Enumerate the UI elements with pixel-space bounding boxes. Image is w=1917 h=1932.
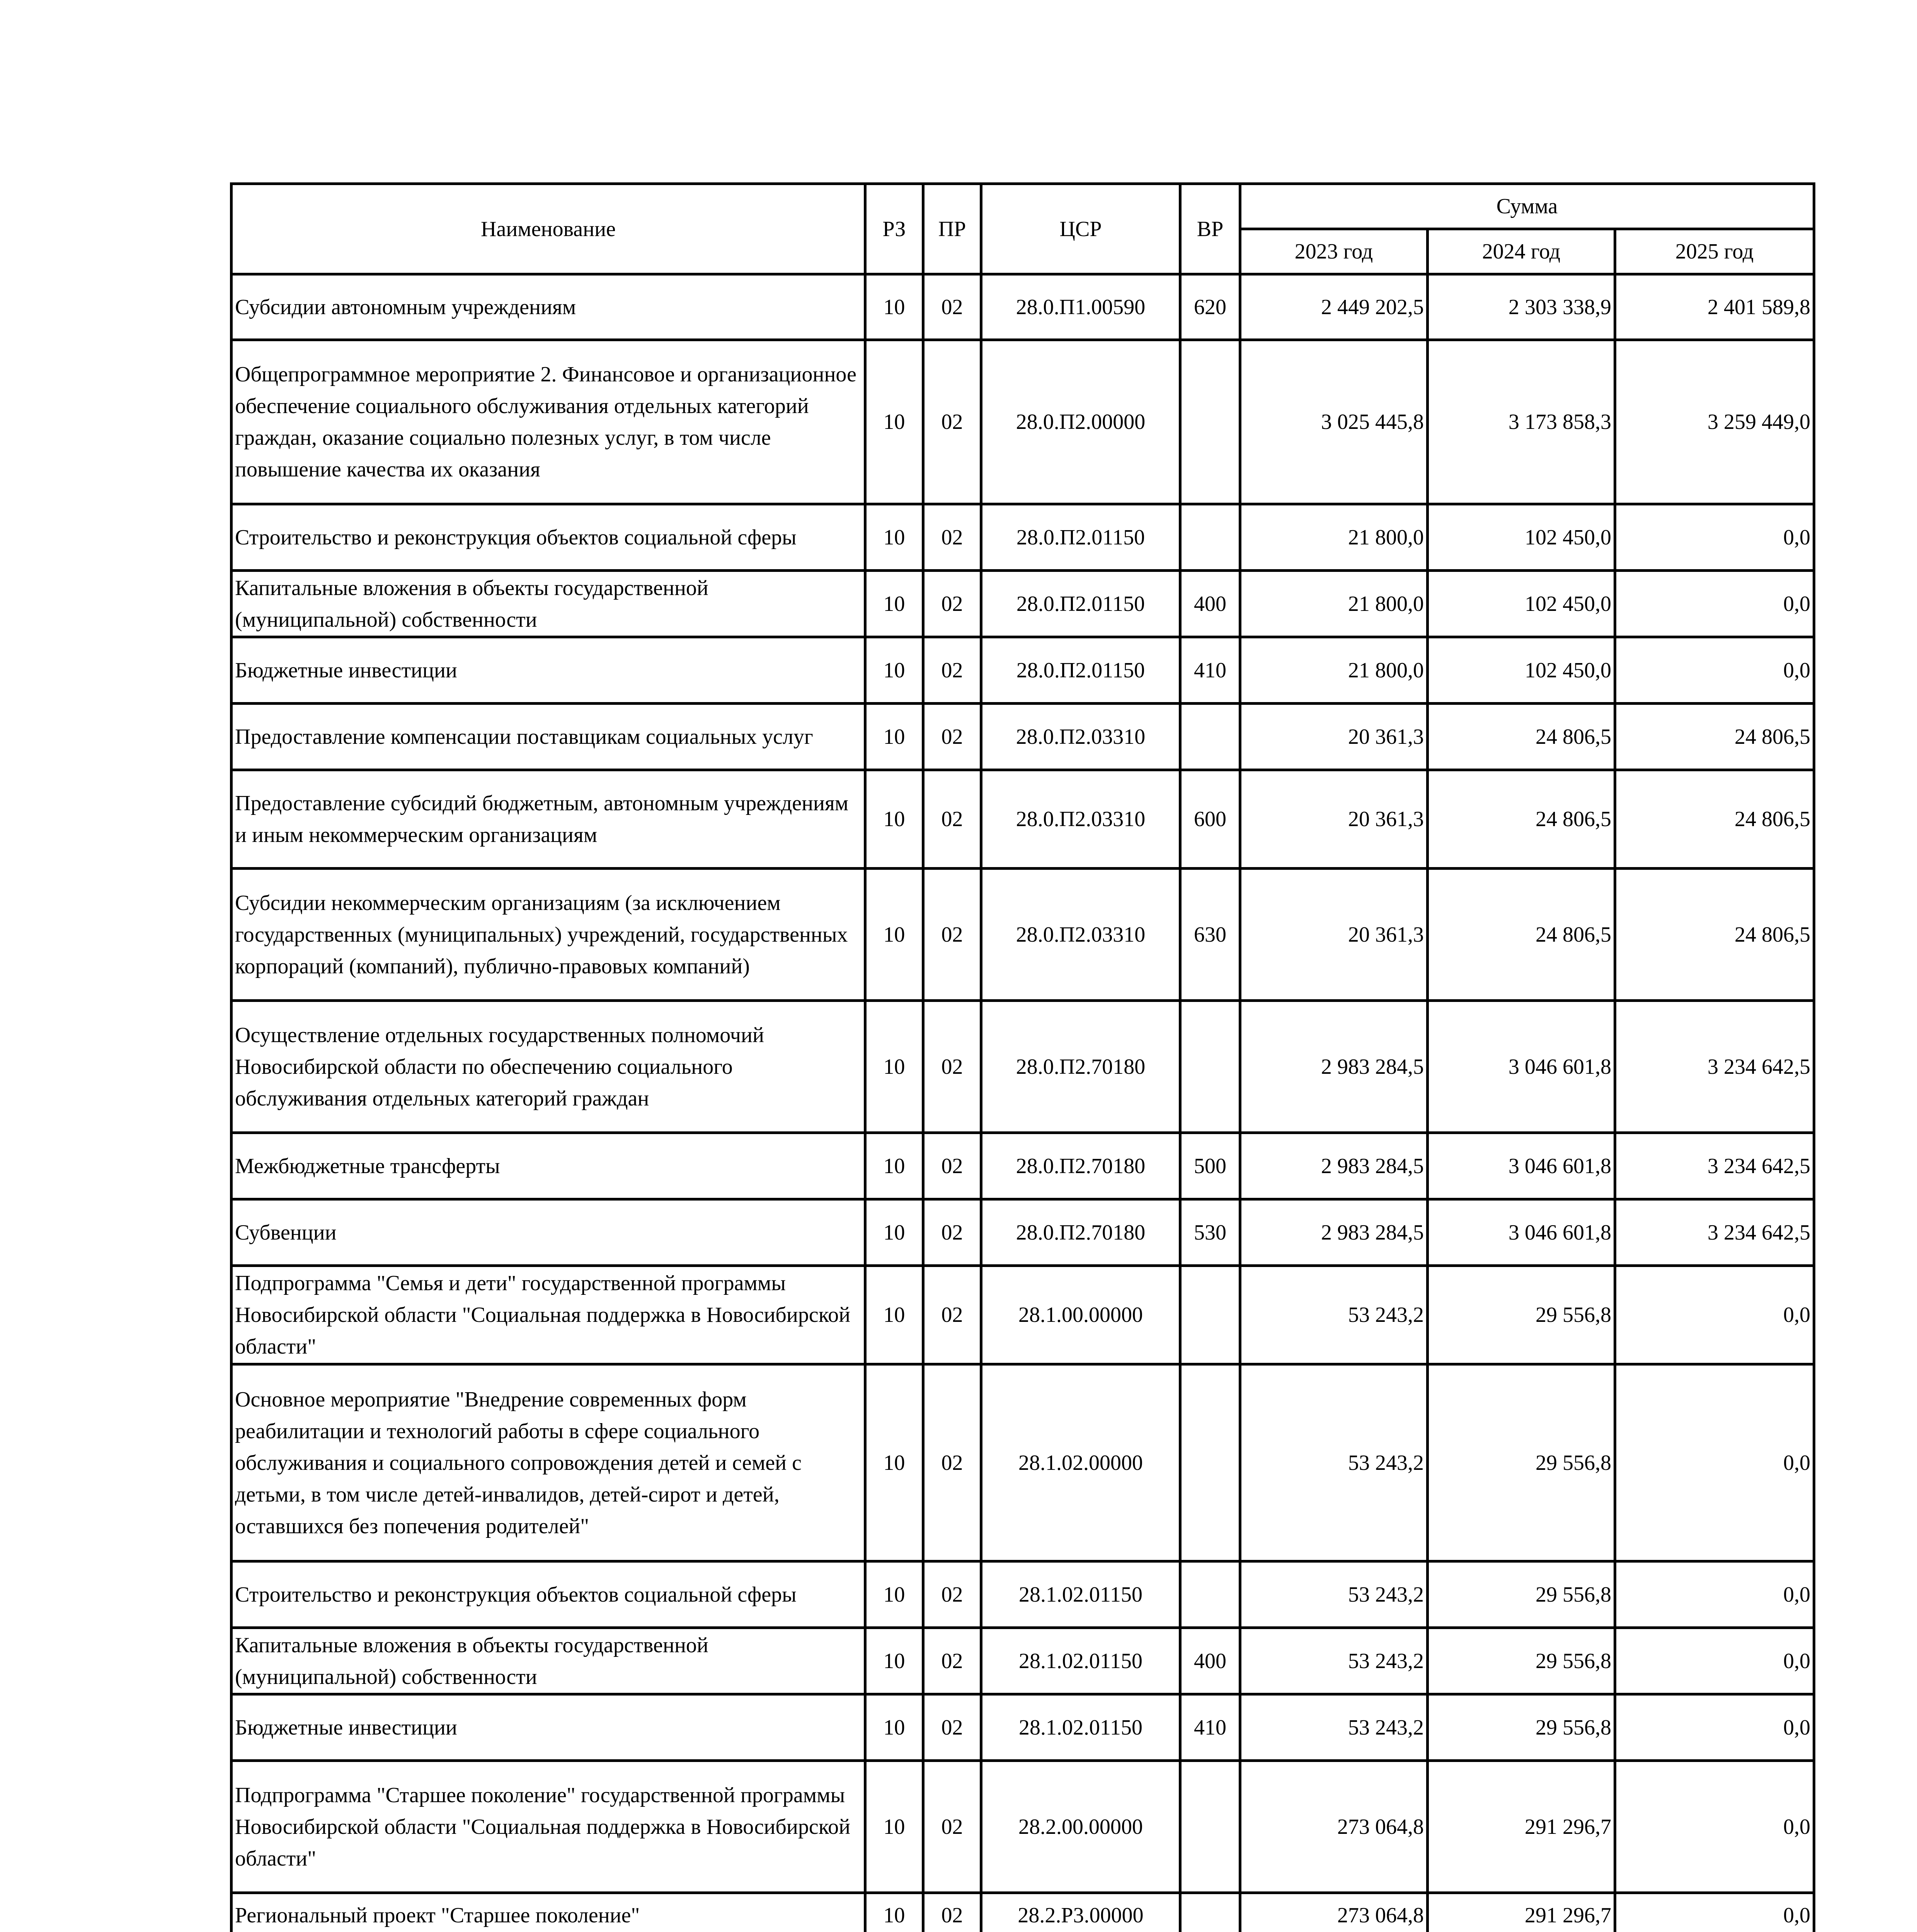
row-2025: 24 806,5 (1615, 869, 1814, 1001)
row-vr (1180, 1001, 1240, 1133)
row-name: Субсидии некоммерческим организациям (за исключением государственных (муниципальных) учреждений, государственных корпораций (компаний), публично-правовых компаний) (232, 869, 865, 1001)
row-pr: 02 (923, 1364, 981, 1561)
table-row (232, 340, 1814, 504)
row-pr: 02 (923, 1694, 981, 1761)
table-row (232, 1694, 1814, 1761)
row-csr: 28.1.00.00000 (981, 1266, 1180, 1364)
table-row (232, 274, 1814, 340)
row-name: Капитальные вложения в объекты государственной (муниципальной) собственности (232, 1628, 865, 1694)
row-2024: 29 556,8 (1428, 1364, 1615, 1561)
row-pr: 02 (923, 1001, 981, 1133)
row-2024: 291 296,7 (1428, 1893, 1615, 1932)
row-csr: 28.1.02.01150 (981, 1694, 1180, 1761)
row-2024: 291 296,7 (1428, 1761, 1615, 1893)
row-name: Подпрограмма "Старшее поколение" государственной программы Новосибирской области "Социальная поддержка в Новосибирской области" (232, 1761, 865, 1893)
row-2025: 0,0 (1615, 1628, 1814, 1694)
row-2023: 20 361,3 (1240, 869, 1428, 1001)
row-vr: 600 (1180, 770, 1240, 869)
row-2023: 53 243,2 (1240, 1628, 1428, 1694)
table-row (232, 1266, 1814, 1364)
row-rz: 10 (865, 1561, 923, 1628)
table-row (232, 1364, 1814, 1561)
table-row (232, 1199, 1814, 1266)
row-vr: 410 (1180, 1694, 1240, 1761)
table-row (232, 869, 1814, 1001)
row-2024: 3 046 601,8 (1428, 1133, 1615, 1199)
row-2023: 21 800,0 (1240, 504, 1428, 571)
row-rz: 10 (865, 1694, 923, 1761)
row-pr: 02 (923, 571, 981, 637)
row-name: Общепрограммное мероприятие 2. Финансовое и организационное обеспечение социального обслуживания отдельных категорий граждан, оказание социально полезных услуг, в том числе повышение качества их оказания (232, 340, 865, 504)
row-2024: 29 556,8 (1428, 1561, 1615, 1628)
row-2024: 102 450,0 (1428, 571, 1615, 637)
row-2025: 3 234 642,5 (1615, 1133, 1814, 1199)
row-name: Подпрограмма "Семья и дети" государственной программы Новосибирской области "Социальная поддержка в Новосибирской области" (232, 1266, 865, 1364)
row-pr: 02 (923, 1893, 981, 1932)
row-name: Бюджетные инвестиции (232, 1694, 865, 1761)
row-2025: 24 806,5 (1615, 770, 1814, 869)
row-2024: 24 806,5 (1428, 869, 1615, 1001)
table-row (232, 637, 1814, 704)
row-csr: 28.0.П2.00000 (981, 340, 1180, 504)
row-2023: 20 361,3 (1240, 770, 1428, 869)
row-vr: 400 (1180, 571, 1240, 637)
row-name: Строительство и реконструкция объектов социальной сферы (232, 1561, 865, 1628)
row-2024: 24 806,5 (1428, 770, 1615, 869)
row-csr: 28.0.П2.01150 (981, 504, 1180, 571)
row-name: Субвенции (232, 1199, 865, 1266)
row-vr (1180, 1561, 1240, 1628)
row-pr: 02 (923, 770, 981, 869)
row-vr: 500 (1180, 1133, 1240, 1199)
row-2025: 0,0 (1615, 1364, 1814, 1561)
row-2023: 273 064,8 (1240, 1893, 1428, 1932)
row-vr (1180, 1364, 1240, 1561)
row-rz: 10 (865, 1133, 923, 1199)
row-name: Строительство и реконструкция объектов социальной сферы (232, 504, 865, 571)
header-2023: 2023 год (1240, 229, 1428, 274)
row-rz: 10 (865, 571, 923, 637)
row-rz: 10 (865, 704, 923, 770)
row-name: Капитальные вложения в объекты государственной (муниципальной) собственности (232, 571, 865, 637)
row-2023: 53 243,2 (1240, 1694, 1428, 1761)
row-name: Межбюджетные трансферты (232, 1133, 865, 1199)
row-csr: 28.0.П2.70180 (981, 1133, 1180, 1199)
row-name: Осуществление отдельных государственных полномочий Новосибирской области по обеспечению социального обслуживания отдельных категорий граждан (232, 1001, 865, 1133)
row-2023: 21 800,0 (1240, 571, 1428, 637)
row-rz: 10 (865, 1266, 923, 1364)
row-vr: 620 (1180, 274, 1240, 340)
row-csr: 28.0.П2.03310 (981, 770, 1180, 869)
table-row (232, 704, 1814, 770)
row-name: Предоставление субсидий бюджетным, автономным учреждениям и иным некоммерческим организациям (232, 770, 865, 869)
header-vr: ВР (1180, 184, 1240, 274)
row-csr: 28.0.П2.03310 (981, 869, 1180, 1001)
header-pr: ПР (923, 184, 981, 274)
row-2025: 0,0 (1615, 1893, 1814, 1932)
row-pr: 02 (923, 1133, 981, 1199)
row-2025: 0,0 (1615, 504, 1814, 571)
table-body (232, 274, 1814, 1932)
row-csr: 28.1.02.01150 (981, 1628, 1180, 1694)
row-2023: 3 025 445,8 (1240, 340, 1428, 504)
row-2023: 53 243,2 (1240, 1266, 1428, 1364)
header-2024: 2024 год (1428, 229, 1615, 274)
table-row (232, 1761, 1814, 1893)
row-rz: 10 (865, 637, 923, 704)
row-csr: 28.1.02.01150 (981, 1561, 1180, 1628)
table-row (232, 770, 1814, 869)
row-2024: 29 556,8 (1428, 1628, 1615, 1694)
row-2024: 3 046 601,8 (1428, 1001, 1615, 1133)
table-row (232, 1628, 1814, 1694)
row-vr (1180, 704, 1240, 770)
row-pr: 02 (923, 1199, 981, 1266)
row-csr: 28.2.00.00000 (981, 1761, 1180, 1893)
table-row (232, 1561, 1814, 1628)
row-name: Субсидии автономным учреждениям (232, 274, 865, 340)
row-2025: 0,0 (1615, 1266, 1814, 1364)
row-csr: 28.0.П2.01150 (981, 637, 1180, 704)
table-row (232, 571, 1814, 637)
row-2025: 24 806,5 (1615, 704, 1814, 770)
table-header (232, 184, 1814, 274)
row-2024: 102 450,0 (1428, 504, 1615, 571)
row-2025: 0,0 (1615, 1561, 1814, 1628)
row-pr: 02 (923, 1761, 981, 1893)
row-rz: 10 (865, 1761, 923, 1893)
row-vr: 410 (1180, 637, 1240, 704)
row-rz: 10 (865, 504, 923, 571)
row-rz: 10 (865, 1364, 923, 1561)
row-2023: 2 983 284,5 (1240, 1001, 1428, 1133)
row-2024: 29 556,8 (1428, 1266, 1615, 1364)
row-2024: 3 046 601,8 (1428, 1199, 1615, 1266)
table-row (232, 1893, 1814, 1932)
header-2025: 2025 год (1615, 229, 1814, 274)
row-2023: 2 983 284,5 (1240, 1133, 1428, 1199)
row-vr: 400 (1180, 1628, 1240, 1694)
row-rz: 10 (865, 1628, 923, 1694)
row-rz: 10 (865, 869, 923, 1001)
row-2025: 3 259 449,0 (1615, 340, 1814, 504)
row-csr: 28.0.П2.03310 (981, 704, 1180, 770)
row-pr: 02 (923, 637, 981, 704)
row-name: Бюджетные инвестиции (232, 637, 865, 704)
row-rz: 10 (865, 1893, 923, 1932)
row-csr: 28.2.Р3.00000 (981, 1893, 1180, 1932)
row-vr: 530 (1180, 1199, 1240, 1266)
row-rz: 10 (865, 1001, 923, 1133)
row-vr (1180, 340, 1240, 504)
row-rz: 10 (865, 1199, 923, 1266)
row-pr: 02 (923, 1561, 981, 1628)
row-pr: 02 (923, 340, 981, 504)
row-pr: 02 (923, 1628, 981, 1694)
row-2023: 53 243,2 (1240, 1364, 1428, 1561)
row-2023: 2 983 284,5 (1240, 1199, 1428, 1266)
row-vr (1180, 1893, 1240, 1932)
row-pr: 02 (923, 704, 981, 770)
header-csr: ЦСР (981, 184, 1180, 274)
table-row (232, 504, 1814, 571)
row-2023: 21 800,0 (1240, 637, 1428, 704)
row-2024: 3 173 858,3 (1428, 340, 1615, 504)
row-csr: 28.0.П2.01150 (981, 571, 1180, 637)
row-2025: 2 401 589,8 (1615, 274, 1814, 340)
row-rz: 10 (865, 340, 923, 504)
header-name: Наименование (232, 184, 865, 274)
row-rz: 10 (865, 770, 923, 869)
row-vr (1180, 1761, 1240, 1893)
row-2025: 3 234 642,5 (1615, 1199, 1814, 1266)
row-2023: 2 449 202,5 (1240, 274, 1428, 340)
row-vr (1180, 504, 1240, 571)
row-2024: 29 556,8 (1428, 1694, 1615, 1761)
row-2025: 0,0 (1615, 571, 1814, 637)
table-row (232, 1133, 1814, 1199)
row-2023: 273 064,8 (1240, 1761, 1428, 1893)
header-sum: Сумма (1240, 184, 1814, 229)
row-2025: 0,0 (1615, 637, 1814, 704)
row-vr (1180, 1266, 1240, 1364)
row-csr: 28.0.П1.00590 (981, 274, 1180, 340)
row-2025: 3 234 642,5 (1615, 1001, 1814, 1133)
row-2023: 53 243,2 (1240, 1561, 1428, 1628)
row-pr: 02 (923, 504, 981, 571)
row-2025: 0,0 (1615, 1761, 1814, 1893)
row-csr: 28.0.П2.70180 (981, 1001, 1180, 1133)
table-row (232, 1001, 1814, 1133)
budget-table (230, 182, 1815, 1932)
row-2023: 20 361,3 (1240, 704, 1428, 770)
row-name: Основное мероприятие "Внедрение современных форм реабилитации и технологий работы в сфере социального обслуживания и социального сопровождения детей и семей с детьми, в том числе детей-инвалидов, детей-сирот и детей, оставшихся без попечения родителей" (232, 1364, 865, 1561)
row-name: Предоставление компенсации поставщикам социальных услуг (232, 704, 865, 770)
header-rz: РЗ (865, 184, 923, 274)
row-name: Региональный проект "Старшее поколение" (232, 1893, 865, 1932)
row-csr: 28.1.02.00000 (981, 1364, 1180, 1561)
row-2024: 24 806,5 (1428, 704, 1615, 770)
row-vr: 630 (1180, 869, 1240, 1001)
row-pr: 02 (923, 274, 981, 340)
row-2025: 0,0 (1615, 1694, 1814, 1761)
row-csr: 28.0.П2.70180 (981, 1199, 1180, 1266)
row-2024: 2 303 338,9 (1428, 274, 1615, 340)
row-2024: 102 450,0 (1428, 637, 1615, 704)
row-pr: 02 (923, 1266, 981, 1364)
row-rz: 10 (865, 274, 923, 340)
row-pr: 02 (923, 869, 981, 1001)
